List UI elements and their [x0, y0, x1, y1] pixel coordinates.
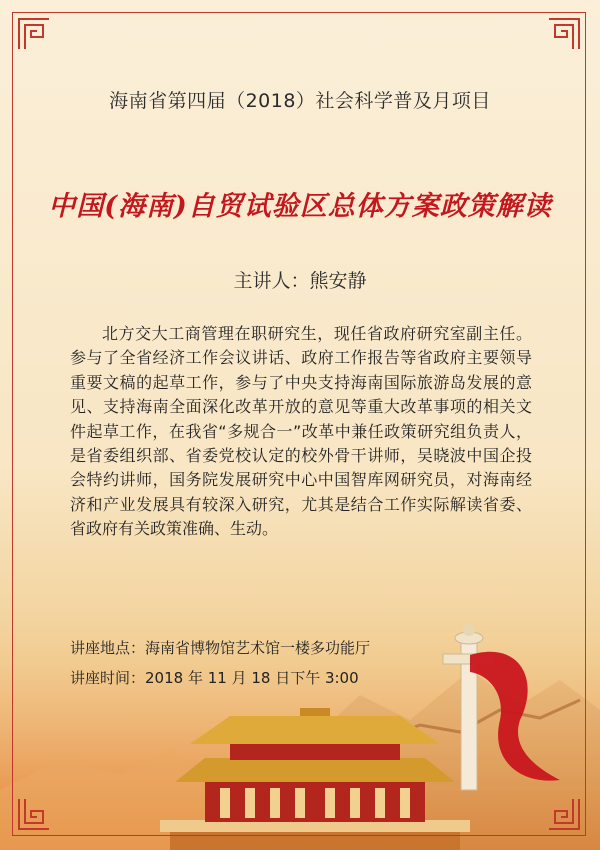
corner-ornament-icon	[17, 797, 51, 831]
project-header: 海南省第四届（2018）社会科学普及月项目	[109, 90, 491, 112]
speaker-bio: 北方交大工商管理在职研究生，现任省政府研究室副主任。参与了全省经济工作会议讲话、政府工作报告等省政府主要领导重要文稿的起草工作，参与了中央支持海南国际旅游岛发展的意见、支持海南全面深化改革开放的意见等重大改革事项的相关文件起草工作，在我省“多规合一”改革中兼任政策研究组负责人，是省委组织部、省委党校认定的校外骨干讲师，吴晓波中国企投会特约讲师，国务院发展研究中心中国智库网研究员，对海南经济和产业发展具有较深入研究，尤其是结合工作实际解读省委、省政府有关政策准确、生动。	[70, 324, 532, 539]
corner-ornament-icon	[547, 17, 581, 51]
page-title: 中国(海南)自贸试验区总体方案政策解读	[48, 191, 552, 222]
corner-ornament-icon	[547, 797, 581, 831]
lecture-venue: 讲座地点：海南省博物馆艺术馆一楼多功能厅	[70, 639, 371, 657]
corner-ornament-icon	[17, 17, 51, 51]
speaker-name: 主讲人：熊安静	[233, 270, 367, 292]
lecture-time: 讲座时间：2018 年 11 月 18 日下午 3:00	[70, 669, 359, 687]
